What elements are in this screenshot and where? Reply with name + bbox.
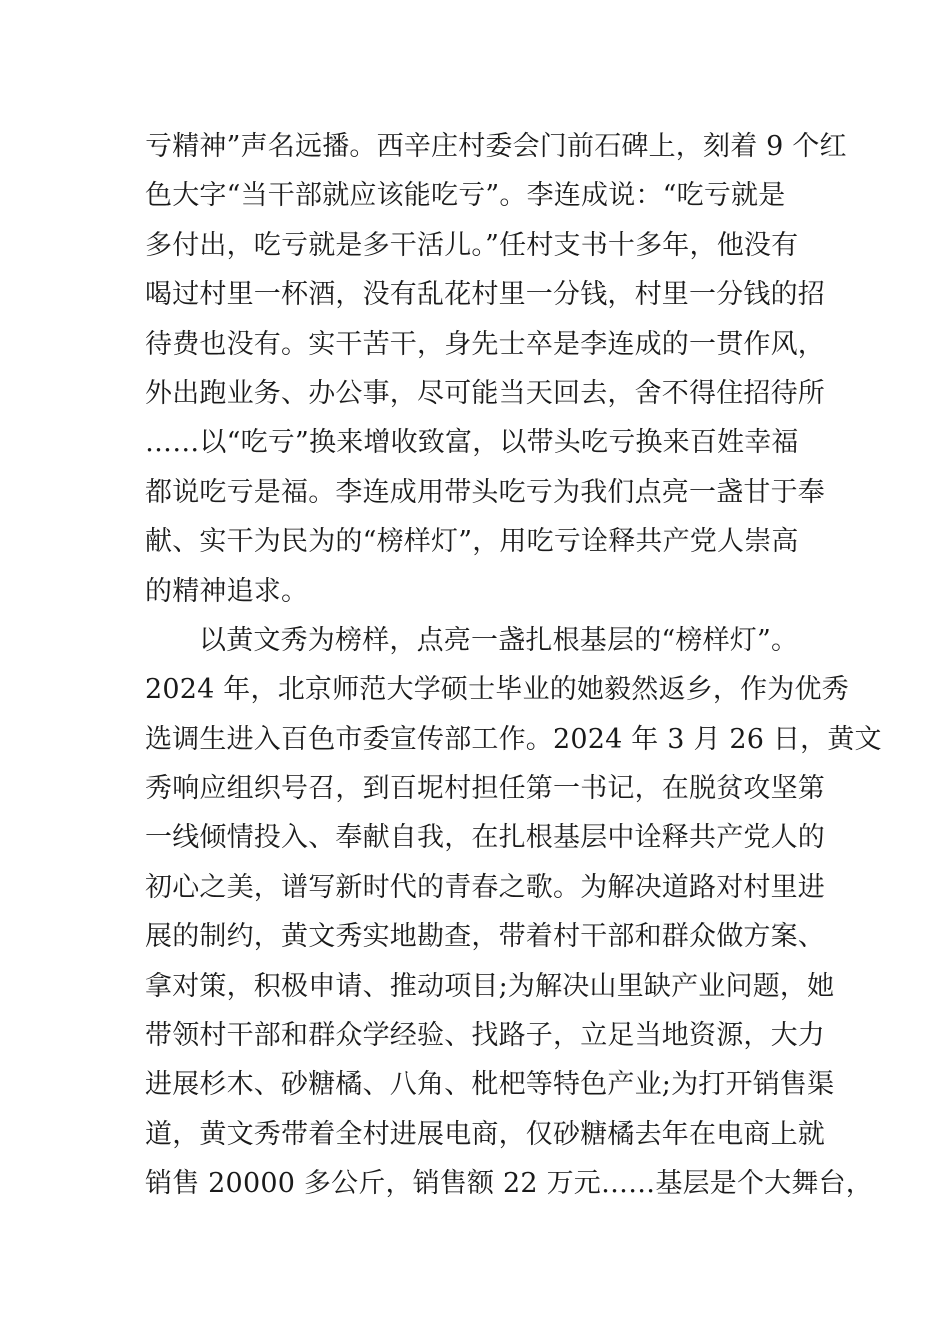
text-line: 色大字“当干部就应该能吃亏”。李连成说：“吃亏就是 xyxy=(145,180,786,212)
text-line: 待费也没有。实干苦干，身先士卒是李连成的一贯作风， xyxy=(145,328,825,360)
body-text xyxy=(145,122,882,1209)
text-line: 展的制约，黄文秀实地勘查，带着村干部和群众做方案、 xyxy=(145,921,825,953)
text-line: 献、实干为民为的“榜样灯”，用吃亏诠释共产党人崇高 xyxy=(145,526,799,558)
text-line: 拿对策，积极申请、推动项目;为解决山里缺产业问题，她 xyxy=(145,970,835,1002)
text-line: 进展杉木、砂糖橘、八角、枇杷等特色产业;为打开销售渠 xyxy=(145,1069,835,1101)
text-line: 选调生进入百色市委宣传部工作。2024 年 3 月 26 日，黄文 xyxy=(145,723,882,755)
text-line: 外出跑业务、办公事，尽可能当天回去，舍不得住招待所 xyxy=(145,377,825,409)
text-line: 初心之美，谱写新时代的青春之歌。为解决道路对村里进 xyxy=(145,871,825,903)
text-line: 秀响应组织号召，到百坭村担任第一书记，在脱贫攻坚第 xyxy=(145,773,825,805)
paragraph-start-line: 以黄文秀为榜样，点亮一盏扎根基层的“榜样灯”。 xyxy=(199,624,799,656)
text-line: 亏精神”声名远播。西辛庄村委会门前石碑上，刻着 9 个红 xyxy=(145,131,847,162)
text-line: 带领村干部和群众学经验、找路子，立足当地资源，大力 xyxy=(145,1020,825,1052)
text-line: 喝过村里一杯酒，没有乱花村里一分钱，村里一分钱的招 xyxy=(145,279,825,311)
text-line: ……以“吃亏”换来增收致富，以带头吃亏换来百姓幸福 xyxy=(145,427,799,459)
text-line: 都说吃亏是福。李连成用带头吃亏为我们点亮一盏甘于奉 xyxy=(145,476,825,508)
text-line: 道，黄文秀带着全村进展电商，仅砂糖橘去年在电商上就 xyxy=(145,1118,825,1150)
text-line: 一线倾情投入、奉献自我，在扎根基层中诠释共产党人的 xyxy=(145,822,825,854)
text-line: 多付出，吃亏就是多干活儿。”任村支书十多年，他没有 xyxy=(145,229,799,261)
text-line: 2024 年，北京师范大学硕士毕业的她毅然返乡，作为优秀 xyxy=(145,674,849,706)
text-line: 的精神追求。 xyxy=(145,575,309,607)
text-line: 销售 20000 多公斤，销售额 22 万元……基层是个大舞台， xyxy=(145,1168,873,1200)
